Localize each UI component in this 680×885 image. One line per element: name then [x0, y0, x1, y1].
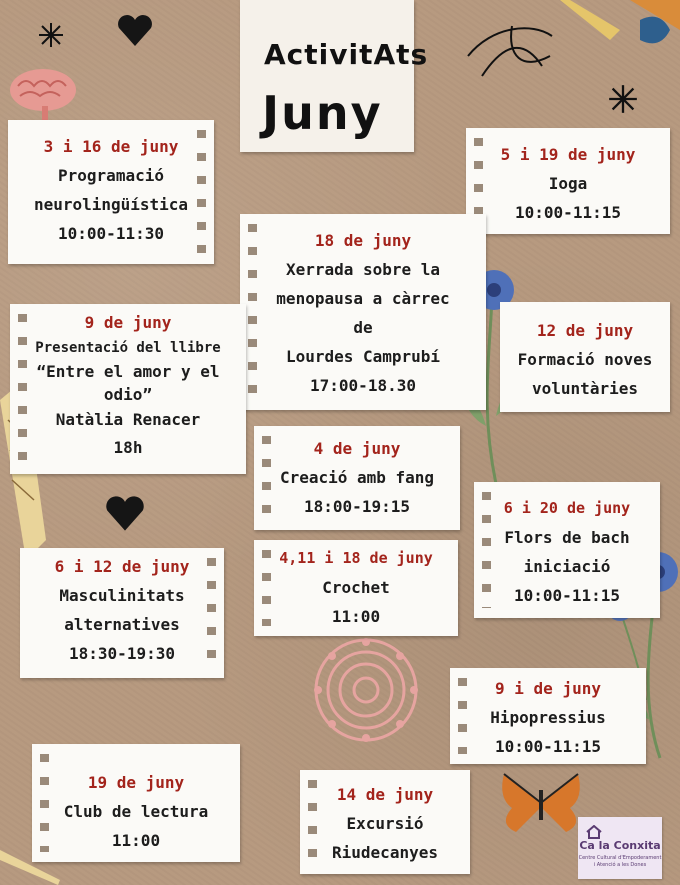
brain-icon — [6, 66, 80, 124]
event-date: 3 i 16 de juny — [43, 137, 179, 156]
event-card — [20, 548, 224, 678]
event-date: 18 de juny — [314, 231, 412, 250]
event-date: 5 i 19 de juny — [500, 145, 636, 164]
star-icon — [38, 22, 64, 48]
event-line: Lourdes Camprubí — [285, 347, 441, 366]
event-line: 17:00-18.30 — [310, 376, 416, 395]
event-line: “Entre el amor y el — [36, 362, 220, 381]
event-line: Excursió — [346, 814, 424, 833]
event-line: Riudecanyes — [332, 843, 438, 862]
logo-name: Ca la Conxita — [579, 839, 661, 852]
event-line: 18h — [113, 438, 143, 457]
event-card — [474, 482, 660, 618]
event-date: 4 de juny — [313, 439, 401, 458]
event-card — [10, 304, 246, 474]
event-line: 10:00-11:15 — [514, 586, 620, 605]
event-date: 9 i de juny — [495, 679, 601, 698]
event-line: Flors de bach — [504, 528, 630, 547]
event-date: 9 de juny — [84, 313, 172, 332]
doily-icon — [312, 636, 420, 744]
logo-subtitle: Centre Cultural d'Empoderament i Atenció a les Dones — [578, 855, 662, 868]
event-date: 6 i 12 de juny — [54, 557, 190, 576]
event-line: odio” — [103, 385, 153, 404]
event-line: Natàlia Renacer — [55, 410, 201, 429]
event-line: menopausa a càrrec — [276, 289, 450, 308]
star-icon — [608, 84, 638, 114]
event-line: Crochet — [322, 578, 390, 597]
event-date: 4,11 i 18 de juny — [279, 549, 433, 567]
event-line: Masculinitats — [59, 586, 185, 605]
event-line: de — [353, 318, 373, 337]
event-date: 6 i 20 de juny — [503, 499, 631, 517]
event-card — [32, 744, 240, 862]
event-line: 11:00 — [111, 831, 161, 850]
event-card — [466, 128, 670, 234]
event-card — [8, 120, 214, 264]
event-line: Programació — [58, 166, 164, 185]
event-line: Creació amb fang — [279, 468, 435, 487]
event-line: Ioga — [548, 174, 588, 193]
event-line: neurolingüística — [33, 195, 189, 214]
event-card — [240, 214, 486, 410]
event-line: Xerrada sobre la — [285, 260, 441, 279]
event-line: 10:00-11:30 — [58, 224, 164, 243]
heart-icon — [116, 14, 154, 48]
event-card — [500, 302, 670, 412]
butterfly-icon — [498, 768, 584, 836]
event-line: 18:30-19:30 — [69, 644, 175, 663]
event-card — [450, 668, 646, 764]
organization-logo — [578, 817, 662, 879]
event-line: 11:00 — [331, 607, 381, 626]
event-card — [300, 770, 470, 874]
title-line-1: ActivitAts — [264, 38, 429, 71]
event-line: 18:00-19:15 — [304, 497, 410, 516]
event-line: Club de lectura — [63, 802, 209, 821]
event-date: 12 de juny — [536, 321, 634, 340]
bird-icon — [560, 0, 680, 60]
event-line: alternatives — [64, 615, 180, 634]
title-line-2: Juny — [262, 86, 383, 140]
event-date: 19 de juny — [87, 773, 185, 792]
scribble-icon — [462, 16, 558, 86]
event-date: 14 de juny — [336, 785, 434, 804]
event-card — [254, 540, 458, 636]
event-line: 10:00-11:15 — [495, 737, 601, 756]
event-line: iniciació — [523, 557, 611, 576]
heart-icon — [104, 494, 146, 534]
event-line: Formació noves — [517, 350, 653, 369]
event-line: Presentació del llibre — [35, 340, 221, 356]
event-line: voluntàries — [532, 379, 638, 398]
event-line: 10:00-11:15 — [515, 203, 621, 222]
event-line: Hipopressius — [490, 708, 606, 727]
event-card — [254, 426, 460, 530]
house-icon — [586, 825, 602, 839]
